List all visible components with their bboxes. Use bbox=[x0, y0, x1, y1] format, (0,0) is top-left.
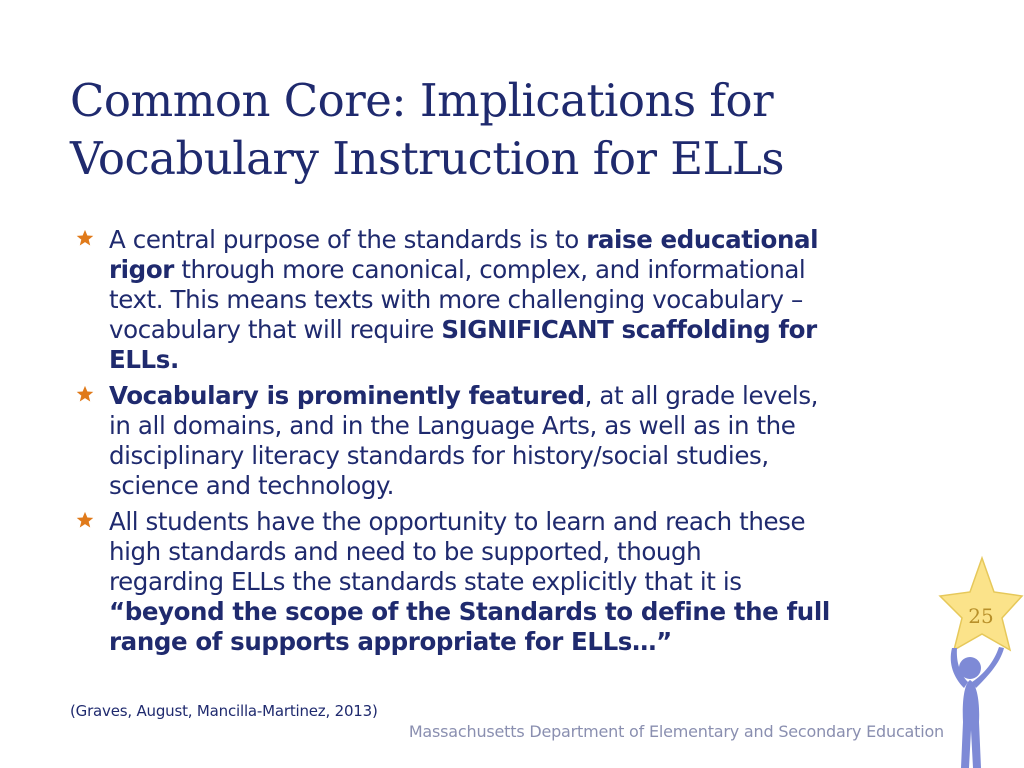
bullet-line bbox=[109, 507, 956, 537]
bullet-text bbox=[109, 225, 956, 375]
bullet-text bbox=[109, 507, 956, 657]
text-run: through more canonical, complex, and informational bbox=[173, 255, 806, 284]
text-run: regarding ELLs the standards state explicitly that it is bbox=[109, 567, 742, 596]
bullet-line bbox=[109, 441, 956, 471]
title-line: Common Core: Implications for bbox=[70, 74, 774, 127]
text-run: , at all grade levels, bbox=[584, 381, 819, 410]
bullet-line bbox=[109, 285, 956, 315]
text-run: All students have the opportunity to learn and reach these bbox=[109, 507, 806, 536]
bold-text-run: rigor bbox=[109, 255, 174, 284]
bullet-line bbox=[109, 381, 956, 411]
text-run: A central purpose of the standards is to bbox=[109, 225, 587, 254]
star-bullet-icon bbox=[76, 511, 94, 529]
star-holding-figure-icon bbox=[930, 552, 1024, 768]
bullet-line bbox=[109, 567, 956, 597]
footer-text: Massachusetts Department of Elementary and Secondary Education bbox=[408, 722, 944, 741]
bullet-line bbox=[109, 537, 956, 567]
bullet-line bbox=[109, 471, 956, 501]
text-run: vocabulary that will require bbox=[109, 315, 442, 344]
bold-text-run: SIGNIFICANT scaffolding for bbox=[441, 315, 817, 344]
bullet-line bbox=[109, 597, 956, 627]
bullet-line bbox=[109, 225, 956, 255]
bullet-line bbox=[109, 627, 956, 657]
bold-text-run: “beyond the scope of the Standards to define the full bbox=[109, 597, 830, 626]
bold-text-run: ELLs. bbox=[109, 345, 179, 374]
text-run: disciplinary literacy standards for history/social studies, bbox=[109, 441, 769, 470]
bullet-line bbox=[109, 345, 956, 375]
star-bullet-icon bbox=[76, 229, 94, 247]
bullet-item bbox=[76, 507, 956, 657]
text-run: high standards and need to be supported, though bbox=[109, 537, 702, 566]
bullet-line bbox=[109, 315, 956, 345]
bullet-item bbox=[76, 381, 956, 501]
text-run: science and technology. bbox=[109, 471, 394, 500]
text-run: text. This means texts with more challenging vocabulary – bbox=[109, 285, 803, 314]
text-run: in all domains, and in the Language Arts, as well as in the bbox=[109, 411, 796, 440]
title-line: Vocabulary Instruction for ELLs bbox=[70, 132, 784, 185]
bullet-text bbox=[109, 381, 956, 501]
slide-number: 25 bbox=[968, 604, 994, 628]
bullet-line bbox=[109, 411, 956, 441]
slide-title bbox=[70, 72, 950, 188]
citation: (Graves, August, Mancilla-Martinez, 2013) bbox=[70, 702, 378, 720]
bold-text-run: raise educational bbox=[586, 225, 819, 254]
star-bullet-icon bbox=[76, 385, 94, 403]
bullet-list bbox=[76, 225, 956, 663]
bold-text-run: range of supports appropriate for ELLs…” bbox=[109, 627, 672, 656]
bullet-line bbox=[109, 255, 956, 285]
bold-text-run: Vocabulary is prominently featured bbox=[109, 381, 585, 410]
bullet-item bbox=[76, 225, 956, 375]
